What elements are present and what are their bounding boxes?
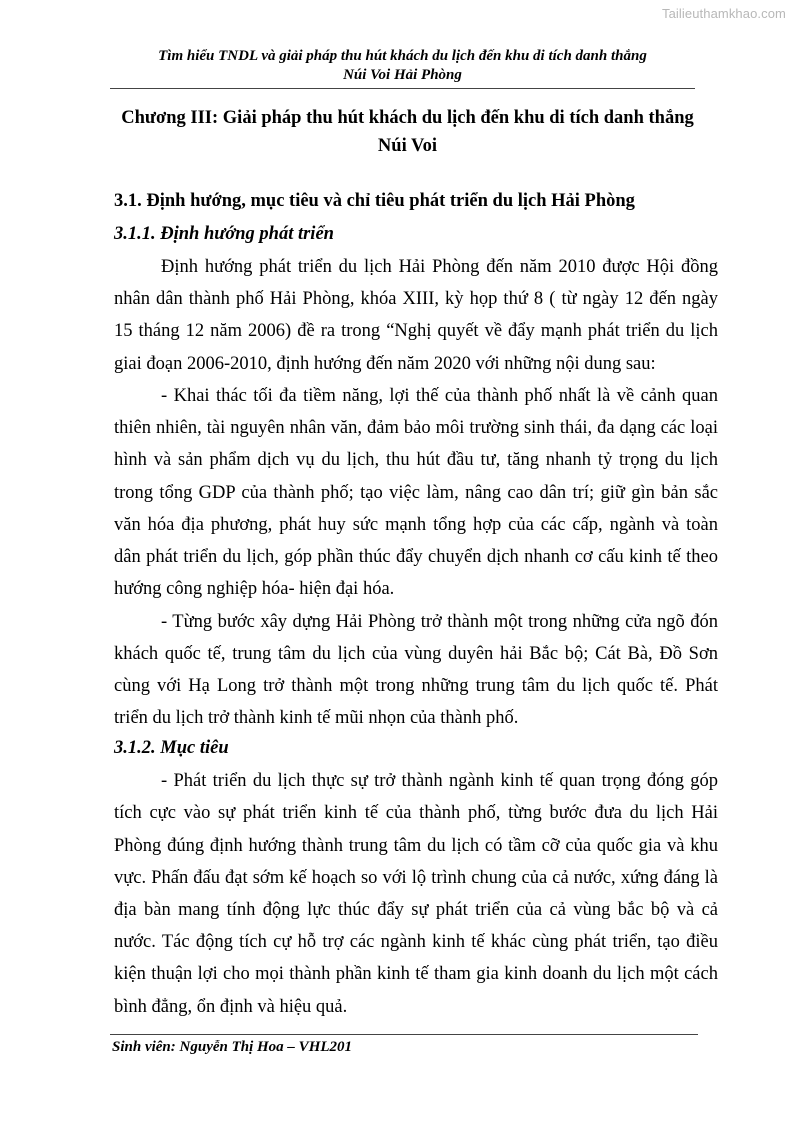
footer-rule	[110, 1034, 698, 1035]
paragraph-line: tích cực vào sự phát triển kinh tế của thành phố, từng bước đưa du lịch Hải	[114, 803, 718, 823]
section-heading-3-1-2: 3.1.2. Mục tiêu	[114, 738, 229, 758]
paragraph-line: nhân dân thành phố Hải Phòng, khóa XIII, kỳ họp thứ 8 ( từ ngày 12 đến ngày	[114, 289, 718, 309]
footer-student: Sinh viên: Nguyễn Thị Hoa – VHL201	[112, 1039, 353, 1055]
header-line-2: Núi Voi Hải Phòng	[343, 67, 462, 83]
paragraph-line: khách quốc tế, trung tâm du lịch của vùng duyên hải Bắc bộ; Cát Bà, Đồ Sơn	[114, 644, 718, 664]
paragraph-line: - Khai thác tối đa tiềm năng, lợi thế của thành phố nhất là về cảnh quan	[161, 386, 718, 406]
paragraph-line: dân phát triển du lịch, góp phần thúc đẩy chuyển dịch nhanh cơ cấu kinh tế theo	[114, 547, 718, 567]
chapter-title-line-1: Chương III: Giải pháp thu hút khách du lịch đến khu di tích danh thắng	[121, 108, 694, 128]
paragraph-line: địa bàn mang tính động lực thúc đẩy sự phát triển của cả vùng bắc bộ và cả	[114, 900, 718, 920]
running-header	[110, 47, 695, 85]
chapter-title-line-2: Núi Voi	[377, 136, 438, 156]
header-rule	[110, 88, 695, 89]
header-line-1: Tìm hiểu TNDL và giải pháp thu hút khách du lịch đến khu di tích danh thắng	[158, 48, 647, 64]
paragraph-line: 15 tháng 12 năm 2006) đề ra trong “Nghị quyết về đẩy mạnh phát triển du lịch	[114, 321, 718, 341]
section-heading-3-1: 3.1. Định hướng, mục tiêu và chỉ tiêu phát triển du lịch Hải Phòng	[114, 191, 635, 211]
paragraph-line: cùng với Hạ Long trở thành một trong những trung tâm du lịch quốc tế. Phát	[114, 676, 718, 696]
paragraph-line: thiên nhiên, tài nguyên nhân văn, đảm bảo môi trường sinh thái, đa dạng các loại	[114, 418, 718, 438]
chapter-title	[110, 104, 705, 160]
paragraph-line: trong tổng GDP của thành phố; tạo việc làm, nâng cao dân trí; giữ gìn bản sắc	[114, 483, 718, 503]
paragraph-line: hướng công nghiệp hóa- hiện đại hóa.	[114, 579, 395, 599]
paragraph-line: vực. Phấn đấu đạt sớm kế hoạch so với lộ trình chung của cả nước, xứng đáng là	[114, 868, 718, 888]
paragraph-line: - Phát triển du lịch thực sự trở thành ngành kinh tế quan trọng đóng góp	[161, 771, 718, 791]
paragraph-line: giai đoạn 2006-2010, định hướng đến năm 2020 với những nội dung sau:	[114, 354, 656, 374]
paragraph-line: bình đẳng, ổn định và hiệu quả.	[114, 997, 348, 1017]
paragraph-line: kiện thuận lợi cho mọi thành phần kinh tế tham gia kinh doanh du lịch một cách	[114, 964, 718, 984]
paragraph-line: Định hướng phát triển du lịch Hải Phòng đến năm 2010 được Hội đồng	[161, 257, 718, 277]
paragraph-line: nước. Tác động tích cự hỗ trợ các ngành kinh tế khác cùng phát triển, tạo điều	[114, 932, 718, 952]
watermark: Tailieuthamkhao.com	[661, 6, 786, 21]
section-heading-3-1-1: 3.1.1. Định hướng phát triển	[114, 224, 334, 244]
paragraph-line: triển du lịch trở thành kinh tế mũi nhọn của thành phố.	[114, 708, 519, 728]
paragraph-line: văn hóa địa phương, phát huy sức mạnh tổng hợp của các cấp, ngành và toàn	[114, 515, 718, 535]
paragraph-line: hình và sản phẩm dịch vụ du lịch, thu hút đầu tư, tăng nhanh tỷ trọng du lịch	[114, 450, 718, 470]
paragraph-line: - Từng bước xây dựng Hải Phòng trở thành một trong những cửa ngõ đón	[161, 612, 718, 632]
paragraph-line: Phòng đúng định hướng thành trung tâm du lịch có tầm cỡ của quốc gia và khu	[114, 836, 718, 856]
